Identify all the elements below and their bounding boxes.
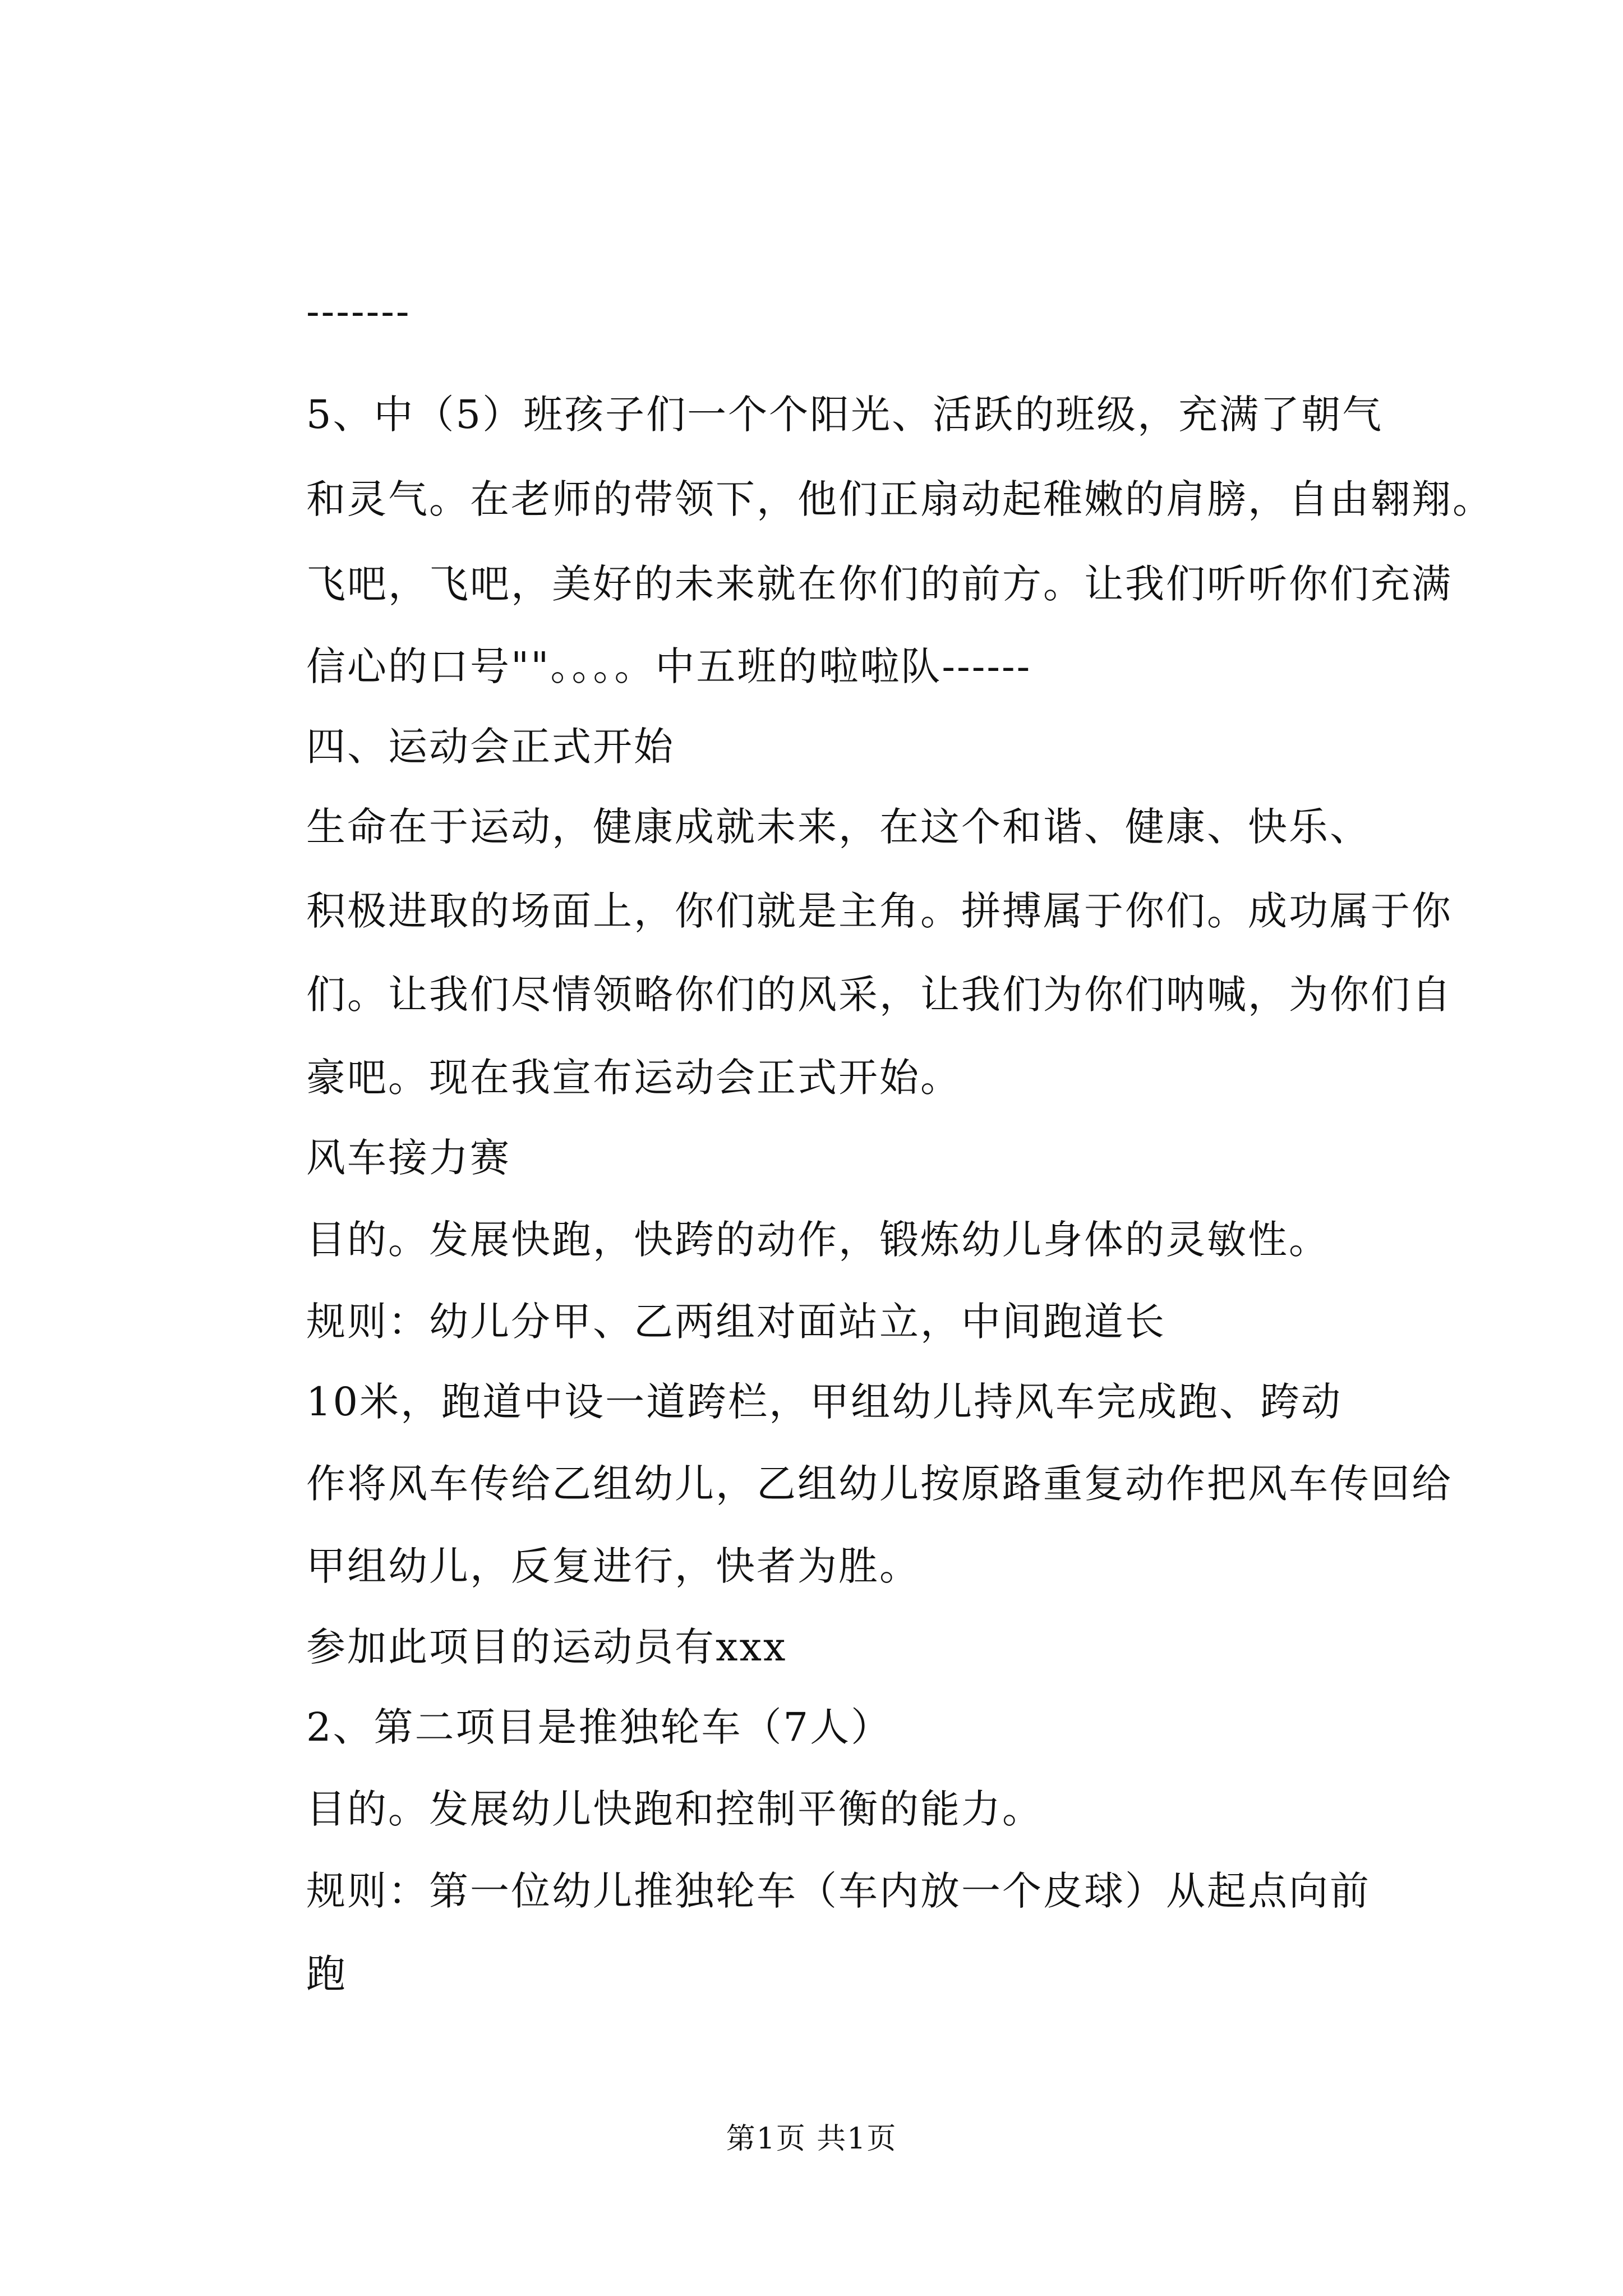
subheading: 风车接力赛 (306, 1135, 511, 1181)
paragraph-line: 规则：第一位幼儿推独轮车（车内放一个皮球）从起点向前 (306, 1868, 1371, 1914)
paragraph-line: 5、中（5）班孩子们一个个阳光、活跃的班级，充满了朝气 (306, 392, 1384, 438)
paragraph-line: 和灵气。在老师的带领下，他们正扇动起稚嫩的肩膀，自由翱翔。 (306, 476, 1493, 522)
paragraph-line: 作将风车传给乙组幼儿，乙组幼儿按原路重复动作把风车传回给 (306, 1461, 1453, 1507)
paragraph-line: 积极进取的场面上，你们就是主角。拼搏属于你们。成功属于你 (306, 888, 1453, 934)
page-footer: 第1页 共1页 (726, 2122, 897, 2156)
paragraph-line: 10米，跑道中设一道跨栏，甲组幼儿持风车完成跑、跨动 (306, 1379, 1343, 1425)
paragraph-line: 飞吧，飞吧，美好的未来就在你们的前方。让我们听听你们充满 (306, 561, 1453, 607)
paragraph-line: 规则：幼儿分甲、乙两组对面站立，中间跑道长 (306, 1299, 1166, 1345)
paragraph-line: 2、第二项目是推独轮车（7人） (306, 1704, 892, 1750)
paragraph-line: 生命在于运动，健康成就未来，在这个和谐、健康、快乐、 (306, 804, 1371, 850)
paragraph-line: 豪吧。现在我宣布运动会正式开始。 (306, 1055, 961, 1101)
paragraph-line: 目的。发展幼儿快跑和控制平衡的能力。 (306, 1786, 1043, 1832)
paragraph-line: 目的。发展快跑，快跨的动作，锻炼幼儿身体的灵敏性。 (306, 1217, 1330, 1263)
paragraph-line: 甲组幼儿，反复进行，快者为胜。 (306, 1543, 920, 1589)
paragraph-line: 们。让我们尽情领略你们的风采，让我们为你们呐喊，为你们自 (306, 972, 1453, 1018)
paragraph-line: 参加此项目的运动员有xxx (306, 1624, 787, 1670)
paragraph-line: 信心的口号""。。。。中五班的啦啦队------ (306, 643, 1032, 689)
section-heading: 四、运动会正式开始 (306, 724, 675, 770)
paragraph-line: 跑 (306, 1951, 347, 1997)
separator-line: ------- (306, 288, 411, 334)
